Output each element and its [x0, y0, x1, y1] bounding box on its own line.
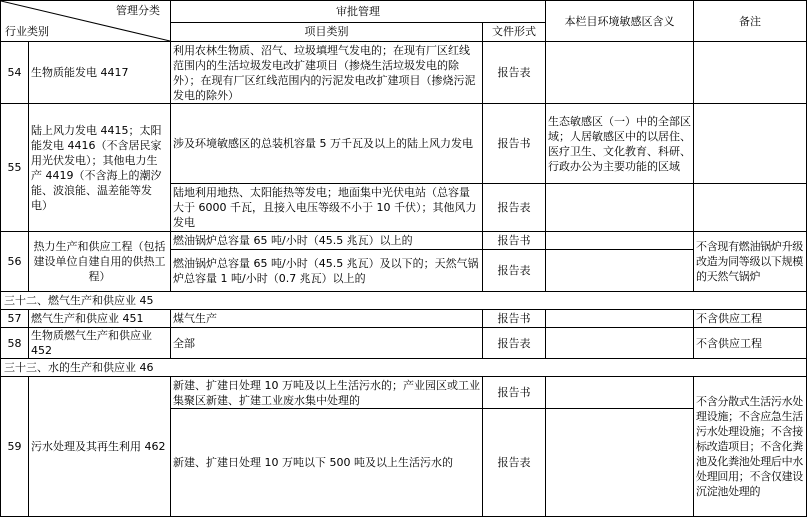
remarks-cell: 不含供应工程 [694, 310, 807, 328]
project-category-cell: 燃油锅炉总容量 65 吨/小时（45.5 兆瓦）及以下的；天然气锅炉总容量 1 吨/小时（0.7 兆瓦）以上的 [171, 250, 483, 292]
industry-category-cell: 燃气生产和供应业 451 [29, 310, 171, 328]
document-form-cell: 报告表 [483, 184, 546, 232]
table-row-56 [1, 232, 807, 250]
row-number: 54 [1, 42, 29, 104]
project-category-cell: 新建、扩建日处理 10 万吨及以上生活污水的；产业园区或工业集聚区新建、扩建工业废水集中处理的 [171, 377, 483, 409]
table-row-54 [1, 42, 807, 104]
header-document-form: 文件形式 [483, 22, 546, 41]
document-form-cell: 报告书 [483, 104, 546, 184]
header-mgmt-category: 管理分类 [116, 4, 160, 17]
section-title: 三十三、水的生产和供应业 46 [1, 359, 807, 377]
row-number: 56 [1, 232, 29, 292]
header-sensitive-area-meaning: 本栏目环境敏感区含义 [546, 1, 694, 42]
remarks-cell: 不含分散式生活污水处理设施；不含应急生活污水处理设施；不含接标改造项目；不含化粪池及化粪池处理后中水处理回用；不含仅建设沉淀池处理的 [694, 377, 807, 517]
sensitive-area-cell [546, 184, 694, 232]
industry-category-cell: 陆上风力发电 4415；太阳能发电 4416（不含居民家用光伏发电）；其他电力生产 4419（不含海上的潮汐能、波浪能、温差能等发电） [29, 104, 171, 232]
industry-category-cell: 热力生产和供应工程（包括建设单位自建自用的供热工程） [29, 232, 171, 292]
sensitive-area-cell [546, 409, 694, 517]
header-industry-category: 行业类别 [5, 25, 49, 38]
table-row-58 [1, 328, 807, 359]
sensitive-area-cell [546, 42, 694, 104]
project-category-cell: 利用农林生物质、沼气、垃圾填埋气发电的；在现有厂区红线范围内的生活垃圾发电改扩建项目（掺烧生活垃圾发电的除外）；在现有厂区红线范围内的污泥发电改扩建项目（掺烧污泥发电的除外） [171, 42, 483, 104]
document-form-cell: 报告表 [483, 250, 546, 292]
project-category-cell: 涉及环境敏感区的总装机容量 5 万千瓦及以上的陆上风力发电 [171, 104, 483, 184]
project-category-cell: 煤气生产 [171, 310, 483, 328]
sensitive-area-cell [546, 310, 694, 328]
row-number: 58 [1, 328, 29, 359]
section-row-33 [1, 359, 807, 377]
sensitive-area-cell: 生态敏感区（一）中的全部区域；人居敏感区中的以居住、医疗卫生、文化教育、科研、行政办公为主要功能的区域 [546, 104, 694, 184]
document-form-cell: 报告表 [483, 328, 546, 359]
project-category-cell: 全部 [171, 328, 483, 359]
table-row-59 [1, 377, 807, 409]
sensitive-area-cell [546, 377, 694, 409]
project-category-cell: 燃油锅炉总容量 65 吨/小时（45.5 兆瓦）以上的 [171, 232, 483, 250]
header-approval-mgmt: 审批管理 [171, 1, 546, 23]
document-form-cell: 报告书 [483, 377, 546, 409]
header-diagonal-cell [1, 1, 171, 42]
table-row-55 [1, 104, 807, 184]
document-form-cell: 报告表 [483, 409, 546, 517]
industry-category-cell: 生物质能发电 4417 [29, 42, 171, 104]
table-row-57 [1, 310, 807, 328]
industry-category-cell: 生物质燃气生产和供应业 452 [29, 328, 171, 359]
section-title: 三十二、燃气生产和供应业 45 [1, 292, 807, 310]
sensitive-area-cell [546, 250, 694, 292]
row-number: 59 [1, 377, 29, 517]
remarks-cell: 不含供应工程 [694, 328, 807, 359]
remarks-cell [694, 104, 807, 184]
row-number: 57 [1, 310, 29, 328]
header-project-category: 项目类别 [171, 22, 483, 41]
header-remarks: 备注 [694, 1, 807, 42]
remarks-cell: 不含现有燃油锅炉升级改造为同等级以下规模的天然气锅炉 [694, 232, 807, 292]
remarks-cell [694, 184, 807, 232]
sensitive-area-cell [546, 232, 694, 250]
document-form-cell: 报告表 [483, 42, 546, 104]
document-form-cell: 报告书 [483, 232, 546, 250]
sensitive-area-cell [546, 328, 694, 359]
project-category-cell: 新建、扩建日处理 10 万吨以下 500 吨及以上生活污水的 [171, 409, 483, 517]
industry-category-cell: 污水处理及其再生利用 462 [29, 377, 171, 517]
document-form-cell: 报告书 [483, 310, 546, 328]
section-row-32 [1, 292, 807, 310]
remarks-cell [694, 42, 807, 104]
row-number: 55 [1, 104, 29, 232]
project-category-cell: 陆地利用地热、太阳能热等发电；地面集中光伏电站（总容量大于 6000 千瓦，且接入电压等级不小于 10 千伏）；其他风力发电 [171, 184, 483, 232]
